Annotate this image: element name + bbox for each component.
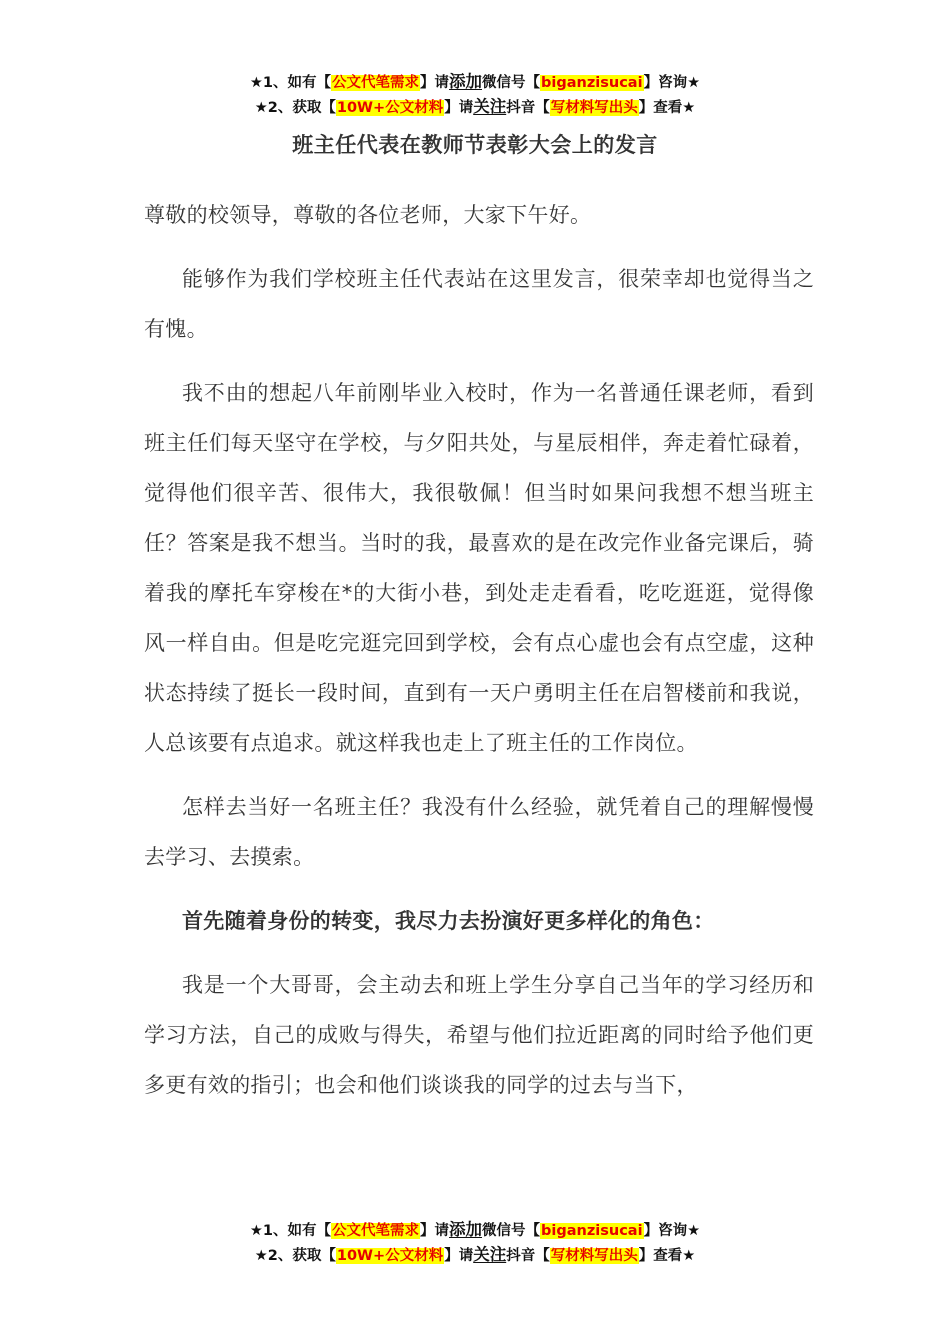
emphasis-follow: 关注 bbox=[473, 97, 507, 116]
notice-text: 抖音【 bbox=[506, 100, 550, 116]
notice-text: 】请 bbox=[420, 1223, 450, 1239]
emphasis-add: 添加 bbox=[449, 72, 483, 91]
highlight-wechat-id: biganzisucai bbox=[541, 1223, 643, 1239]
notice-text: 微信号【 bbox=[482, 1223, 541, 1239]
document-body bbox=[144, 190, 814, 1124]
notice-line-2 bbox=[0, 95, 950, 120]
body-paragraph: 能够作为我们学校班主任代表站在这里发言，很荣幸却也觉得当之有愧。 bbox=[144, 267, 814, 341]
body-paragraph: 我是一个大哥哥，会主动去和班上学生分享自己当年的学习经历和学习方法，自己的成败与得失，希望与他们拉近距离的同时给予他们更多更有效的指引；也会和他们谈谈我的同学的过去与当下， bbox=[144, 973, 814, 1097]
notice-text: ★1、如有【 bbox=[249, 75, 332, 91]
section-heading: 首先随着身份的转变，我尽力去扮演好更多样化的角色： bbox=[182, 909, 715, 933]
notice-text: 】请 bbox=[420, 75, 450, 91]
notice-text: ★1、如有【 bbox=[249, 1223, 332, 1239]
notice-text: 抖音【 bbox=[506, 1248, 550, 1264]
header-notice-banner bbox=[0, 70, 950, 120]
highlight-douyin-account: 写材料写出头 bbox=[550, 1248, 638, 1264]
notice-text: ★2、获取【 bbox=[254, 1248, 336, 1264]
notice-text: 】请 bbox=[444, 1248, 474, 1264]
document-title: 班主任代表在教师节表彰大会上的发言 bbox=[292, 133, 658, 157]
notice-text: 】查看★ bbox=[638, 100, 696, 116]
notice-text: 】查看★ bbox=[638, 1248, 696, 1264]
highlight-douyin-account: 写材料写出头 bbox=[550, 100, 638, 116]
highlight-service: 公文代笔需求 bbox=[332, 1223, 420, 1239]
notice-line-1 bbox=[0, 1218, 950, 1243]
salutation-paragraph: 尊敬的校领导，尊敬的各位老师，大家下午好。 bbox=[144, 203, 592, 227]
notice-line-1 bbox=[0, 70, 950, 95]
notice-text: 】请 bbox=[444, 100, 474, 116]
body-paragraph: 我不由的想起八年前刚毕业入校时，作为一名普通任课老师，看到班主任们每天坚守在学校，与夕阳共处，与星辰相伴，奔走着忙碌着，觉得他们很辛苦、很伟大，我很敬佩！但当时如果问我想不想当班主任？答案是我不想当。当时的我，最喜欢的是在改完作业备完课后，骑着我的摩托车穿梭在*的大街小巷，到处走走看看，吃吃逛逛，觉得像风一样自由。但是吃完逛完回到学校，会有点心虚也会有点空虚，这种状态持续了挺长一段时间，直到有一天户勇明主任在启智楼前和我说，人总该要有点追求。就这样我也走上了班主任的工作岗位。 bbox=[144, 381, 814, 755]
footer-notice-banner bbox=[0, 1218, 950, 1268]
highlight-service: 公文代笔需求 bbox=[332, 75, 420, 91]
emphasis-follow: 关注 bbox=[473, 1245, 507, 1264]
notice-text: 】咨询★ bbox=[643, 75, 701, 91]
notice-text: ★2、获取【 bbox=[254, 100, 336, 116]
emphasis-add: 添加 bbox=[449, 1220, 483, 1239]
notice-text: 微信号【 bbox=[482, 75, 541, 91]
notice-line-2 bbox=[0, 1243, 950, 1268]
body-paragraph: 怎样去当好一名班主任？我没有什么经验，就凭着自己的理解慢慢去学习、去摸索。 bbox=[144, 795, 814, 869]
highlight-materials: 10W+公文材料 bbox=[336, 1248, 444, 1264]
highlight-wechat-id: biganzisucai bbox=[541, 75, 643, 91]
highlight-materials: 10W+公文材料 bbox=[336, 100, 444, 116]
notice-text: 】咨询★ bbox=[643, 1223, 701, 1239]
